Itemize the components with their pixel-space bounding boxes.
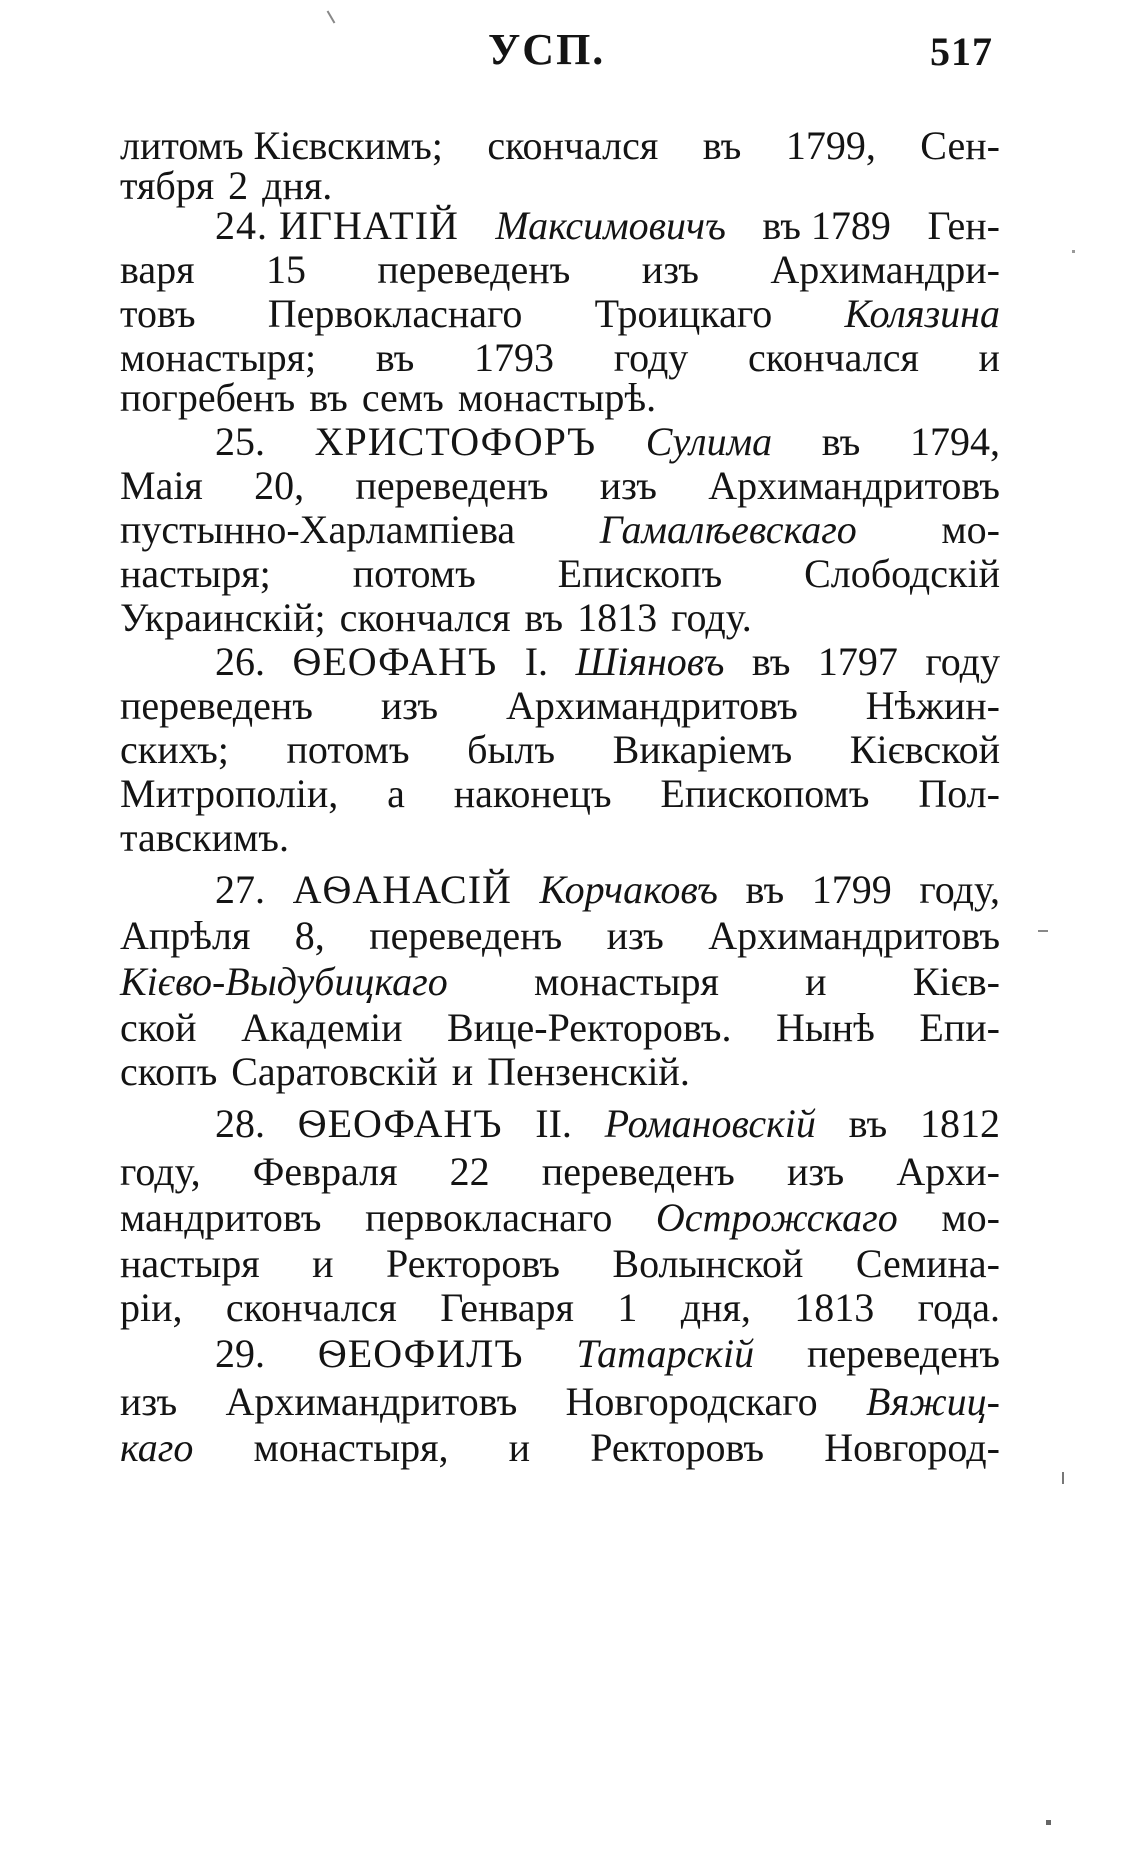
entry-28-heading: 28. ѲЕОФАНЪ II. Романовскій въ 1812 — [215, 1101, 1000, 1146]
text-line: монастыря; въ 1793 году скончался и — [120, 335, 1000, 380]
running-head: УСП. — [488, 25, 606, 74]
text-line: ской Академіи Вице-Ректоровъ. Нынѣ Епи- — [120, 1005, 1000, 1050]
text-line: тября 2 дня. — [120, 163, 333, 208]
text-line: скопъ Саратовскій и Пензенскій. — [120, 1049, 690, 1094]
scan-speck — [1046, 1820, 1051, 1825]
text-line: Апрѣля 8, переведенъ изъ Архимандритовъ — [120, 913, 1000, 958]
scan-speck — [1072, 250, 1075, 253]
text-line: товъ Первокласнаго Троицкаго Колязина — [120, 291, 1000, 336]
text-line: Маія 20, переведенъ изъ Архимандритовъ — [120, 463, 1000, 508]
entry-26-heading: 26. ѲЕОФАНЪ I. Шіяновъ въ 1797 году — [215, 639, 1000, 684]
text-line: варя 15 переведенъ изъ Архимандри- — [120, 247, 1000, 292]
text-line: мандритовъ первокласнаго Острожскаго мо- — [120, 1195, 1000, 1240]
text-line: Украинскій; скончался въ 1813 году. — [120, 595, 752, 640]
text-line: переведенъ изъ Архимандритовъ Нѣжин- — [120, 683, 1000, 728]
text-line: тавскимъ. — [120, 815, 289, 860]
scan-speck — [1038, 930, 1048, 932]
scan-speck — [1062, 1472, 1064, 1484]
entry-27-heading: 27. АѲАНАСІЙ Корчаковъ въ 1799 году, — [215, 867, 1000, 912]
text-line: каго монастыря, и Ректоровъ Новгород- — [120, 1425, 1000, 1470]
text-line: настыря и Ректоровъ Волынской Семина- — [120, 1241, 1000, 1286]
text-line: литомъ Кієвскимъ; скончался въ 1799, Сен- — [120, 123, 1000, 168]
text-line: погребенъ въ семъ монастырѣ. — [120, 375, 657, 420]
text-line: изъ Архимандритовъ Новгородскаго Вяжиц- — [120, 1379, 1000, 1424]
text-line: Митрополіи, а наконецъ Епископомъ Пол- — [120, 771, 1000, 816]
entry-24-heading: 24. ИГНАТІЙ Максимовичъ въ 1789 Ген- — [215, 203, 1000, 248]
text-line: скихъ; потомъ былъ Викаріемъ Кієвской — [120, 727, 1000, 772]
text-line: ріи, скончался Генваря 1 дня, 1813 года. — [120, 1285, 1000, 1330]
entry-29-heading: 29. ѲЕОФИЛЪ Татарскій переведенъ — [215, 1331, 1000, 1376]
page-header — [0, 20, 1140, 80]
entry-25-heading: 25. ХРИСТОФОРЪ Сулима въ 1794, — [215, 419, 1000, 464]
text-line: пустынно-Харлампіева Гамалѣевскаго мо- — [120, 507, 1000, 552]
page-number: 517 — [930, 29, 993, 74]
text-line: настыря; потомъ Епископъ Слободскій — [120, 551, 1000, 596]
text-line: году, Февраля 22 переведенъ изъ Архи- — [120, 1149, 1000, 1194]
text-line: Кієво-Выдубицкаго монастыря и Кієв- — [120, 959, 1000, 1004]
